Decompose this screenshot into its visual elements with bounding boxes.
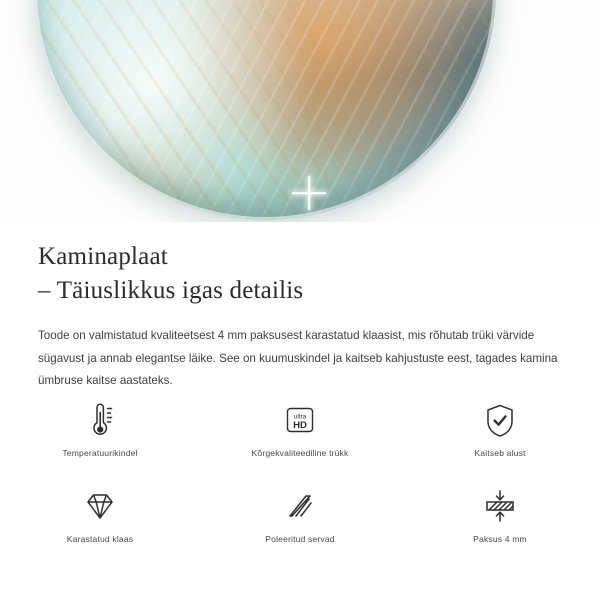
- svg-text:HD: HD: [293, 420, 307, 431]
- feature-item-thickness: [400, 484, 600, 552]
- feature-grid: [0, 398, 600, 552]
- headline-line-1: Kaminaplaat: [38, 243, 168, 270]
- polished-edges-icon: [280, 484, 320, 528]
- description-paragraph: Toode on valmistatud kvaliteetsest 4 mm paksusest karastatud klaasist, mis rõhutab trüki värvide sügavust ja annab elegantse läike. See on kuumuskindel ja kaitseb kahjustuste eest, tagades kamina ümbruse kaitse aastateks.: [38, 329, 558, 388]
- thickness-icon: [478, 484, 522, 528]
- text-content: [0, 222, 600, 393]
- feature-label: Paksus 4 mm: [473, 534, 527, 544]
- feature-label: Kaitseb alust: [474, 448, 526, 458]
- feature-label: Poleeritud servad: [265, 534, 335, 544]
- hero-image: [0, 0, 600, 222]
- feature-item-temperature: [0, 398, 200, 466]
- feature-item-print-quality: [200, 398, 400, 466]
- diamond-icon: [78, 484, 122, 528]
- headline-line-2: – Täiuslikkus igas detailis: [38, 276, 304, 304]
- feature-label: Temperatuurikindel: [62, 448, 138, 458]
- page-title: [0, 222, 600, 307]
- feature-item-tempered-glass: [0, 484, 200, 552]
- feature-label: Kõrgekvaliteediline trükk: [251, 448, 349, 458]
- fireplace-plate-image: [34, 0, 496, 220]
- feature-label: Karastatud klaas: [66, 534, 134, 544]
- thermometer-icon: [80, 398, 120, 442]
- feature-item-polished-edges: [200, 484, 400, 552]
- feature-item-surface-protection: [400, 398, 600, 466]
- ultra-hd-icon: [278, 398, 322, 442]
- shield-check-icon: [480, 398, 520, 442]
- svg-text:ultra: ultra: [293, 413, 307, 421]
